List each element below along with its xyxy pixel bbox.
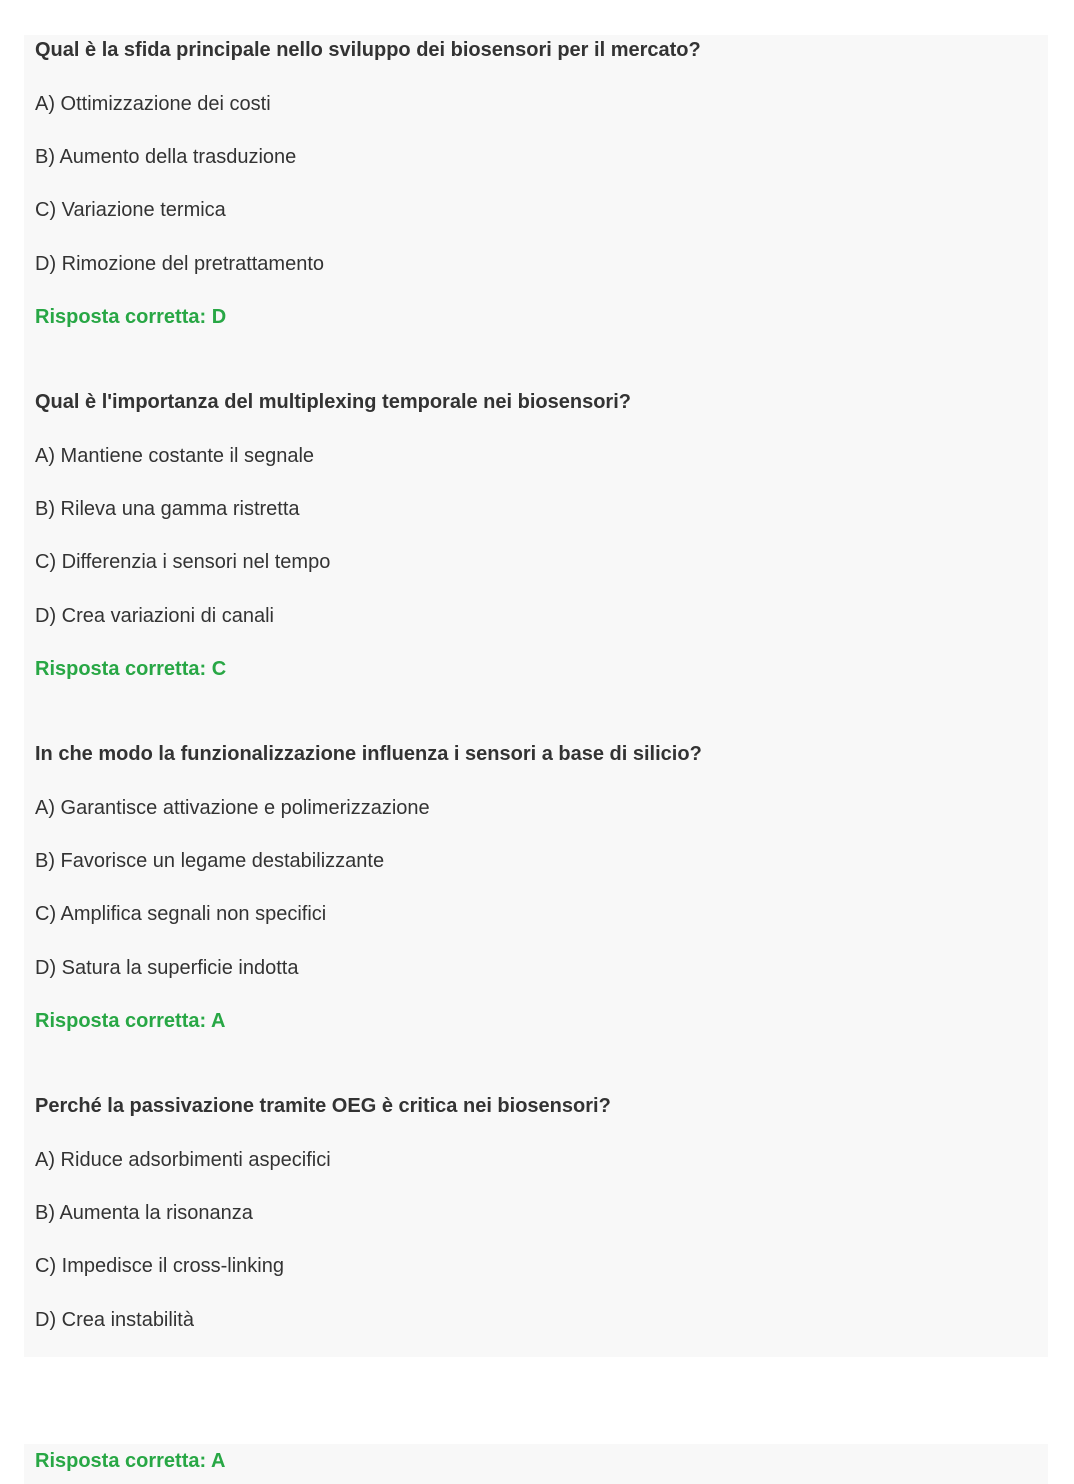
question-3-option-b: B) Favorisce un legame destabilizzante bbox=[35, 850, 385, 872]
question-4-answer: Risposta corretta: A bbox=[35, 1450, 226, 1472]
question-3-answer: Risposta corretta: A bbox=[35, 1010, 226, 1032]
question-1-answer: Risposta corretta: D bbox=[35, 306, 227, 328]
question-2-option-a: A) Mantiene costante il segnale bbox=[35, 445, 315, 467]
question-4-option-d: D) Crea instabilità bbox=[35, 1309, 194, 1331]
question-3-text: In che modo la funzionalizzazione influenza i sensori a base di silicio? bbox=[35, 743, 702, 765]
question-2-text: Qual è l'importanza del multiplexing temporale nei biosensori? bbox=[35, 391, 631, 413]
question-4-text: Perché la passivazione tramite OEG è critica nei biosensori? bbox=[35, 1095, 611, 1117]
question-2-option-b: B) Rileva una gamma ristretta bbox=[35, 498, 300, 520]
question-3-option-c: C) Amplifica segnali non specifici bbox=[35, 903, 327, 925]
question-1-option-a: A) Ottimizzazione dei costi bbox=[35, 93, 271, 115]
question-1-option-c: C) Variazione termica bbox=[35, 199, 226, 221]
quiz-panel-continued bbox=[24, 1444, 1048, 1484]
question-2-answer: Risposta corretta: C bbox=[35, 658, 227, 680]
quiz-panel bbox=[24, 35, 1048, 1357]
question-3-option-d: D) Satura la superficie indotta bbox=[35, 957, 299, 979]
question-4-option-a: A) Riduce adsorbimenti aspecifici bbox=[35, 1149, 331, 1171]
question-2-option-d: D) Crea variazioni di canali bbox=[35, 605, 274, 627]
question-1-text: Qual è la sfida principale nello sviluppo dei biosensori per il mercato? bbox=[35, 39, 701, 61]
question-1-option-b: B) Aumento della trasduzione bbox=[35, 146, 297, 168]
question-2-option-c: C) Differenzia i sensori nel tempo bbox=[35, 551, 331, 573]
question-3-option-a: A) Garantisce attivazione e polimerizzazione bbox=[35, 797, 430, 819]
question-4-option-c: C) Impedisce il cross-linking bbox=[35, 1255, 284, 1277]
question-4-option-b: B) Aumenta la risonanza bbox=[35, 1202, 253, 1224]
question-1-option-d: D) Rimozione del pretrattamento bbox=[35, 253, 325, 275]
